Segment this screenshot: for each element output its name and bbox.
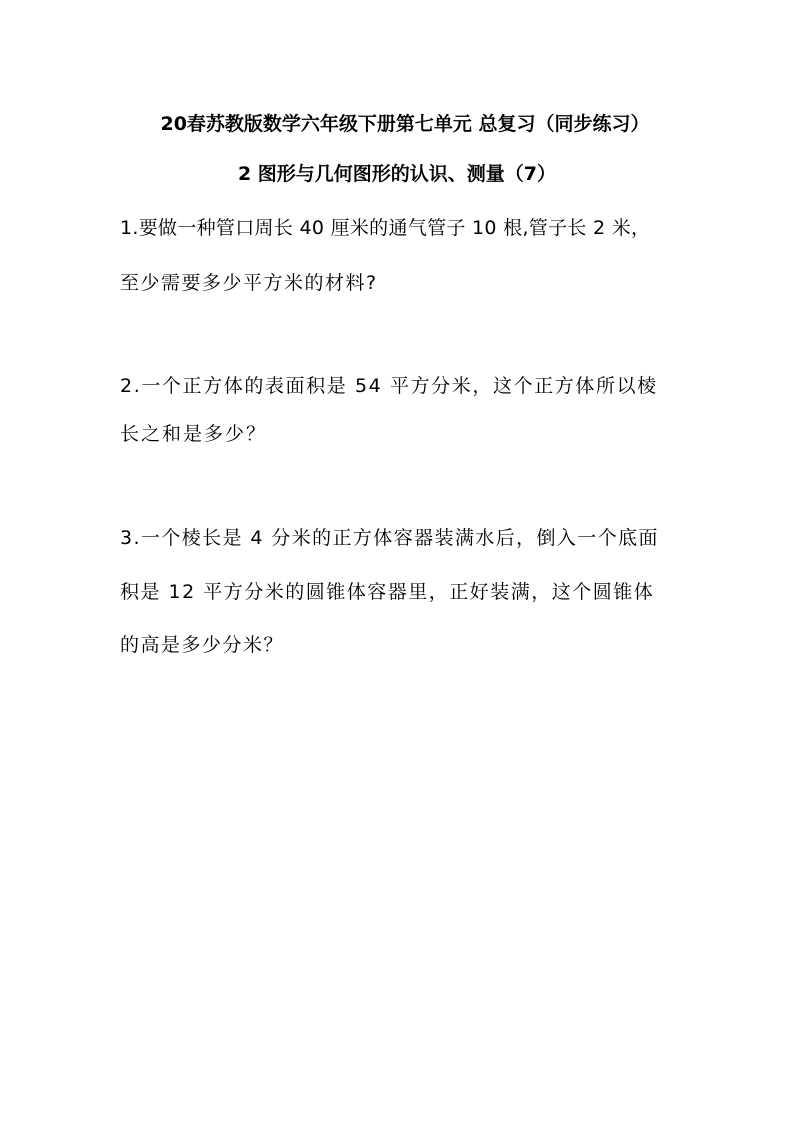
document-title: 20春苏教版数学六年级下册第七单元 总复习（同步练习） <box>160 113 650 135</box>
question-1-line-2: 至少需要多少平方米的材料? <box>120 272 378 294</box>
question-3-line-2: 积是 12 平方分米的圆锥体容器里，正好装满，这个圆锥体 <box>120 581 655 603</box>
question-2-line-1: 2.一个正方体的表面积是 54 平方分米，这个正方体所以棱 <box>120 375 658 397</box>
document-subtitle: 2 图形与几何图形的认识、测量（7） <box>237 163 557 185</box>
question-3-line-3: 的高是多少分米？ <box>120 634 285 656</box>
question-3-line-1: 3.一个棱长是 4 分米的正方体容器装满水后，倒入一个底面 <box>120 527 659 549</box>
question-2-line-2: 长之和是多少？ <box>120 423 268 445</box>
question-1-line-1: 1.要做一种管口周长 40 厘米的通气管子 10 根,管子长 2 米， <box>120 217 651 239</box>
